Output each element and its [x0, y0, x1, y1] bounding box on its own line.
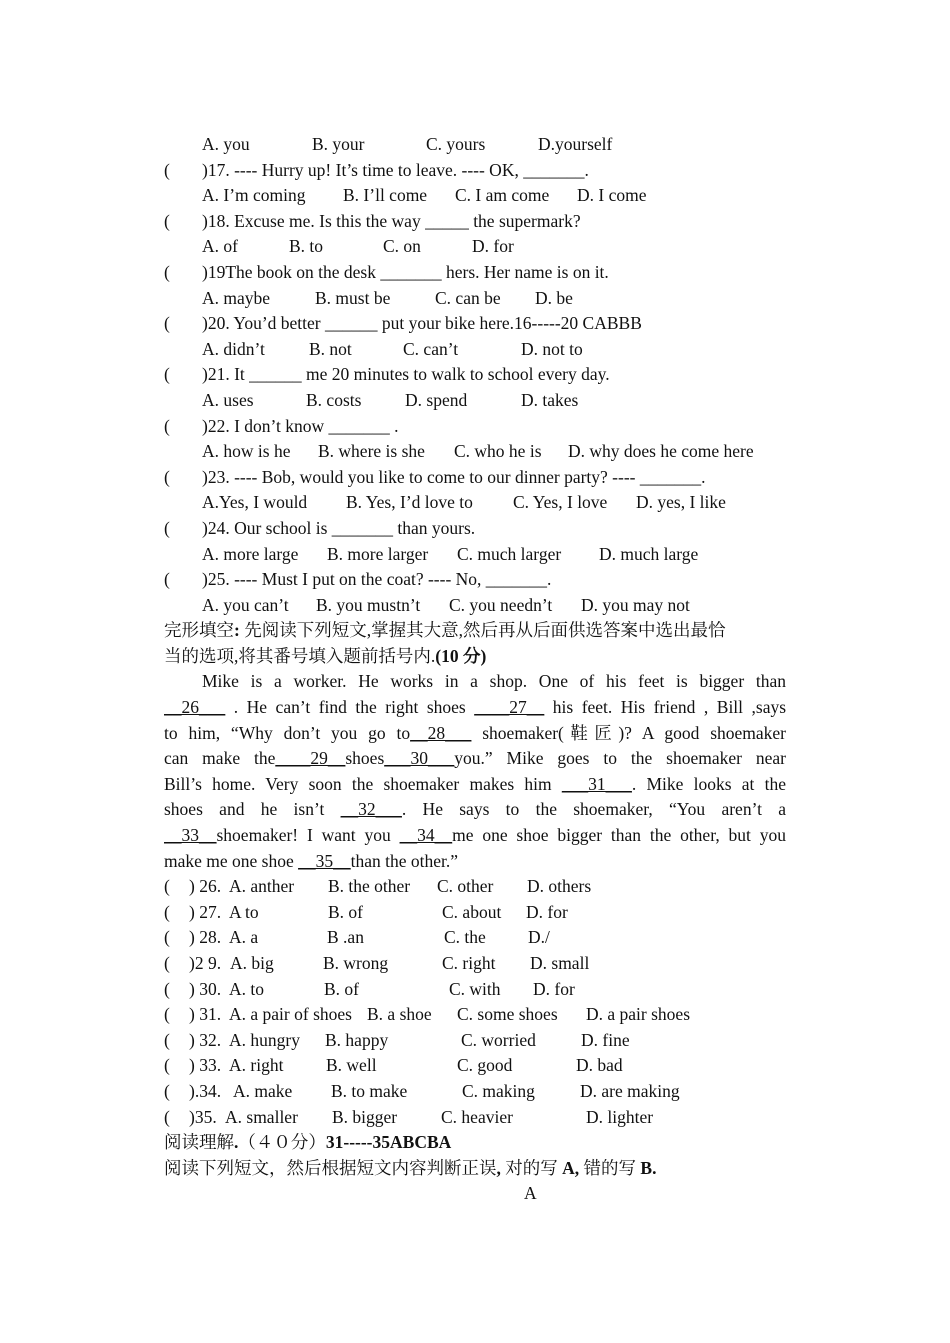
option: D. for — [533, 978, 575, 999]
cloze-question-34 — [0, 1079, 950, 1105]
passage-fragment: to him, “Why don’t you go to — [164, 722, 411, 743]
passage-line-1 — [0, 669, 950, 695]
option: B. to make — [331, 1080, 408, 1101]
option: A. to — [229, 978, 264, 999]
option: A. make — [233, 1080, 293, 1101]
reading-title-line — [164, 1130, 786, 1156]
question-19-options — [0, 286, 950, 312]
option: D. lighter — [586, 1106, 654, 1127]
option: A. I’m coming — [202, 185, 306, 206]
passage-text — [164, 746, 786, 772]
option: C. who he is — [454, 441, 542, 462]
question-stem: )20. You’d better ______ put your bike here.16-----20 CABBB — [202, 313, 642, 334]
option: B. happy — [325, 1029, 389, 1050]
option: C. the — [444, 927, 486, 948]
option: B. of — [328, 901, 363, 922]
answer-paren[interactable]: ( — [164, 1029, 170, 1050]
answer-paren[interactable]: ( — [164, 1080, 170, 1101]
option: C. you needn’t — [449, 594, 553, 615]
question-17-options — [0, 183, 950, 209]
option: C. I am come — [455, 185, 550, 206]
blank-27: ____27__ — [474, 697, 545, 718]
option: D. for — [526, 901, 568, 922]
question-25 — [0, 567, 950, 593]
answer-paren[interactable]: ( — [164, 978, 170, 999]
option: C. some shoes — [457, 1004, 558, 1025]
option: D. for — [472, 236, 514, 257]
option: C. on — [383, 236, 421, 257]
blank-31: ___31___ — [561, 773, 632, 794]
question-19 — [0, 260, 950, 286]
question-stem: )24. Our school is _______ than yours. — [202, 517, 476, 538]
question-stem: )18. Excuse me. Is this the way _____ the supermark? — [202, 210, 581, 231]
question-24 — [0, 516, 950, 542]
option: A. maybe — [202, 287, 271, 308]
cloze-number: ) 32. — [189, 1029, 222, 1050]
question-21 — [0, 362, 950, 388]
cloze-heading-2 — [164, 644, 786, 670]
cloze-number: )35. — [189, 1106, 217, 1127]
passage-line-7 — [0, 823, 950, 849]
blank-32: __32___ — [340, 799, 402, 820]
passage-text — [164, 772, 786, 798]
option: D. are making — [580, 1080, 680, 1101]
question-21-options — [0, 388, 950, 414]
passage-fragment: . Mike looks at the — [631, 773, 786, 794]
option: D. not to — [521, 338, 583, 359]
cloze-instruction-2: 当的选项,将其番号填入题前括号内. — [164, 645, 436, 666]
option: B. must be — [315, 287, 391, 308]
passage-line-8 — [0, 849, 950, 875]
instruction-fragment: B — [636, 1157, 653, 1178]
answer-paren[interactable]: ( — [164, 1106, 170, 1127]
option: B. of — [324, 978, 359, 999]
option: B .an — [327, 927, 364, 948]
answer-paren[interactable]: ( — [164, 927, 170, 948]
passage-text — [164, 823, 786, 849]
option: A. more large — [202, 543, 299, 564]
cloze-label: 完形填空 — [164, 620, 234, 641]
answer-paren[interactable]: ( — [164, 1055, 170, 1076]
option: D. yes, I like — [636, 492, 726, 513]
answer-paren[interactable]: ( — [164, 415, 170, 436]
cloze-number: ) 33. — [189, 1055, 222, 1076]
option: A. uses — [202, 389, 254, 410]
option: A.Yes, I would — [202, 492, 308, 513]
question-stem: )25. ---- Must I put on the coat? ---- No, _______. — [202, 569, 552, 590]
option: C. making — [462, 1080, 535, 1101]
passage-line-3 — [0, 721, 950, 747]
option: A. right — [229, 1055, 284, 1076]
option: D. a pair shoes — [586, 1004, 691, 1025]
cloze-number: ) 26. — [189, 876, 222, 897]
reading-score: （４０分） — [238, 1132, 326, 1153]
option: D. others — [527, 876, 592, 897]
blank-34: __34__ — [399, 825, 453, 846]
option: C. right — [442, 953, 496, 973]
question-stem: )19The book on the desk _______ hers. Her name is on it. — [202, 261, 609, 282]
option: C. worried — [461, 1029, 536, 1050]
answer-paren[interactable]: ( — [164, 466, 170, 487]
cloze-instruction-1: 先阅读下列短文,掌握其大意,然后再从后面供选答案中选出最恰 — [244, 620, 726, 641]
passage-line-2 — [0, 695, 950, 721]
option: D. spend — [405, 389, 468, 410]
option: D. much large — [599, 543, 699, 564]
question-stem: )21. It ______ me 20 minutes to walk to school every day. — [202, 364, 610, 385]
instruction-fragment: 错的写 — [579, 1157, 637, 1178]
question-25-options — [0, 593, 950, 619]
passage-text — [164, 721, 786, 747]
cloze-question-29 — [0, 951, 950, 977]
reading-section-label — [0, 1181, 950, 1207]
option: B. you mustn’t — [316, 594, 421, 615]
cloze-question-33 — [0, 1053, 950, 1079]
answer-paren[interactable]: ( — [164, 876, 170, 897]
option: D. small — [530, 953, 590, 973]
option: D./ — [528, 927, 550, 948]
option: D. you may not — [581, 594, 690, 615]
section-letter: A — [524, 1183, 537, 1204]
option: A. a pair of shoes — [229, 1004, 352, 1025]
cloze-question-32 — [0, 1028, 950, 1054]
passage-fragment: Bill’s home. Very soon the shoemaker makes him — [164, 773, 552, 794]
option: B. well — [326, 1055, 377, 1076]
blank-33: __33__ — [164, 825, 217, 846]
answer-paren[interactable]: ( — [164, 953, 170, 973]
passage-fragment: . He says to the shoemaker, “You aren’t a — [401, 799, 786, 820]
option: C. can be — [435, 287, 501, 308]
option: B. wrong — [323, 953, 389, 973]
cloze-number: ) 30. — [189, 978, 222, 999]
instruction-fragment: , — [496, 1157, 501, 1178]
passage-fragment: shoemaker! I want you — [216, 825, 391, 846]
answer-paren[interactable]: ( — [164, 1004, 170, 1025]
option: B. costs — [306, 389, 362, 410]
passage-fragment: make me one shoe — [164, 850, 294, 871]
passage-text — [164, 849, 786, 875]
option: B. your — [312, 134, 365, 154]
option: C. about — [442, 901, 502, 922]
option: A. smaller — [225, 1106, 298, 1127]
cloze-heading — [164, 618, 786, 644]
option: C. good — [457, 1055, 513, 1076]
question-20 — [0, 311, 950, 337]
passage-fragment: can make the — [164, 748, 276, 769]
cloze-number: )2 9. — [189, 953, 222, 973]
passage-fragment: than the other.” — [350, 850, 459, 871]
answer-paren[interactable]: ( — [164, 901, 170, 922]
option: A. anther — [229, 876, 295, 897]
answer-paren[interactable]: ( — [164, 210, 170, 231]
blank-29: ____29__ — [275, 748, 346, 769]
passage-fragment: his feet. His friend , Bill ,says — [552, 697, 786, 718]
q16-options — [0, 132, 950, 158]
option: D. bad — [576, 1055, 623, 1076]
question-23 — [0, 465, 950, 491]
cloze-score: (10 分) — [435, 645, 487, 666]
question-stem: )23. ---- Bob, would you like to come to our dinner party? ---- _______. — [202, 466, 706, 487]
passage-text: Mike is a worker. He works in a shop. One of his feet is bigger than — [202, 671, 786, 692]
instruction-fragment: 对的写 — [500, 1157, 558, 1178]
cloze-heading-line-2 — [0, 644, 950, 670]
option: B. a shoe — [367, 1004, 432, 1025]
option: A. big — [230, 953, 274, 973]
option: C. with — [449, 978, 501, 999]
reading-answers: 31-----35ABCBA — [325, 1132, 452, 1153]
reading-instruction — [0, 1156, 950, 1182]
option: D.yourself — [538, 134, 613, 154]
option: B. bigger — [332, 1106, 398, 1127]
option: A. hungry — [229, 1029, 300, 1050]
question-22 — [0, 414, 950, 440]
instruction-fragment: 阅读下列短文，然后根据短文内容判断正误 — [164, 1157, 497, 1178]
passage-fragment: you.” Mike goes to the shoemaker near — [454, 748, 786, 769]
option: A. of — [202, 236, 238, 257]
cloze-question-30 — [0, 977, 950, 1003]
passage-fragment: shoemaker(鞋匠)? A good shoemaker — [482, 722, 786, 743]
passage-fragment: me one shoe bigger than the other, but you — [452, 825, 786, 846]
reading-title: 阅读理解 — [164, 1132, 234, 1153]
option: C. yours — [426, 134, 486, 154]
option: A. you — [202, 134, 250, 154]
passage-text — [164, 695, 786, 721]
option: A. how is he — [202, 441, 291, 462]
blank-30: ___30___ — [384, 748, 455, 769]
passage-line-6 — [0, 797, 950, 823]
answer-paren[interactable]: ( — [164, 313, 170, 334]
option: C. much larger — [457, 543, 562, 564]
option: D. I come — [577, 185, 647, 206]
cloze-question-27 — [0, 900, 950, 926]
option: C. other — [437, 876, 494, 897]
exam-page — [0, 132, 950, 1207]
option: D. be — [535, 287, 573, 308]
cloze-question-35 — [0, 1105, 950, 1131]
question-20-options — [0, 337, 950, 363]
question-17 — [0, 158, 950, 184]
question-stem: )17. ---- Hurry up! It’s time to leave. ---- OK, _______. — [202, 159, 589, 180]
answer-paren[interactable]: ( — [164, 364, 170, 385]
question-24-options — [0, 542, 950, 568]
option: A to — [229, 901, 259, 922]
option: C. can’t — [403, 338, 459, 359]
cloze-heading-line-1 — [0, 618, 950, 644]
option: B. to — [289, 236, 324, 257]
instruction-fragment: A, — [557, 1157, 580, 1178]
question-23-options — [0, 490, 950, 516]
option: B. I’ll come — [343, 185, 428, 206]
option: C. Yes, I love — [513, 492, 608, 513]
reading-dot: . — [234, 1132, 239, 1153]
cloze-number: ) 27. — [189, 901, 222, 922]
passage-line-5 — [0, 772, 950, 798]
cloze-colon: : — [234, 620, 240, 641]
blank-26: __26___ — [164, 697, 226, 718]
option: B. not — [309, 338, 352, 359]
option: B. Yes, I’d love to — [346, 492, 473, 513]
blank-28: __28___ — [410, 722, 472, 743]
cloze-number: ) 28. — [189, 927, 222, 948]
option: A. didn’t — [202, 338, 265, 359]
question-22-options — [0, 439, 950, 465]
cloze-number: ).34. — [189, 1080, 222, 1101]
passage-fragment: shoes and he isn’t — [164, 799, 325, 820]
answer-paren[interactable]: ( — [164, 159, 170, 180]
cloze-question-31 — [0, 1002, 950, 1028]
option: B. more larger — [327, 543, 429, 564]
option: B. the other — [328, 876, 411, 897]
passage-fragment: shoes — [345, 748, 385, 769]
option: D. why does he come here — [568, 441, 754, 462]
option: A. a — [229, 927, 259, 948]
answer-paren[interactable]: ( — [164, 517, 170, 538]
cloze-number: ) 31. — [189, 1004, 222, 1025]
instruction-fragment: . — [652, 1157, 657, 1178]
reading-heading — [0, 1130, 950, 1156]
blank-35: __35__ — [298, 850, 351, 871]
passage-text — [164, 797, 786, 823]
option: D. fine — [581, 1029, 630, 1050]
passage-line-4 — [0, 746, 950, 772]
question-18-options — [0, 234, 950, 260]
option: C. heavier — [441, 1106, 513, 1127]
reading-instruction-text — [164, 1156, 786, 1182]
option: D. takes — [521, 389, 579, 410]
question-18 — [0, 209, 950, 235]
answer-paren[interactable]: ( — [164, 261, 170, 282]
answer-paren[interactable]: ( — [164, 569, 170, 590]
option: A. you can’t — [202, 594, 289, 615]
question-stem: )22. I don’t know _______ . — [202, 415, 399, 436]
cloze-question-28 — [0, 925, 950, 951]
cloze-question-26 — [0, 874, 950, 900]
option: B. where is she — [318, 441, 425, 462]
passage-fragment: . He can’t find the right shoes — [233, 697, 466, 718]
